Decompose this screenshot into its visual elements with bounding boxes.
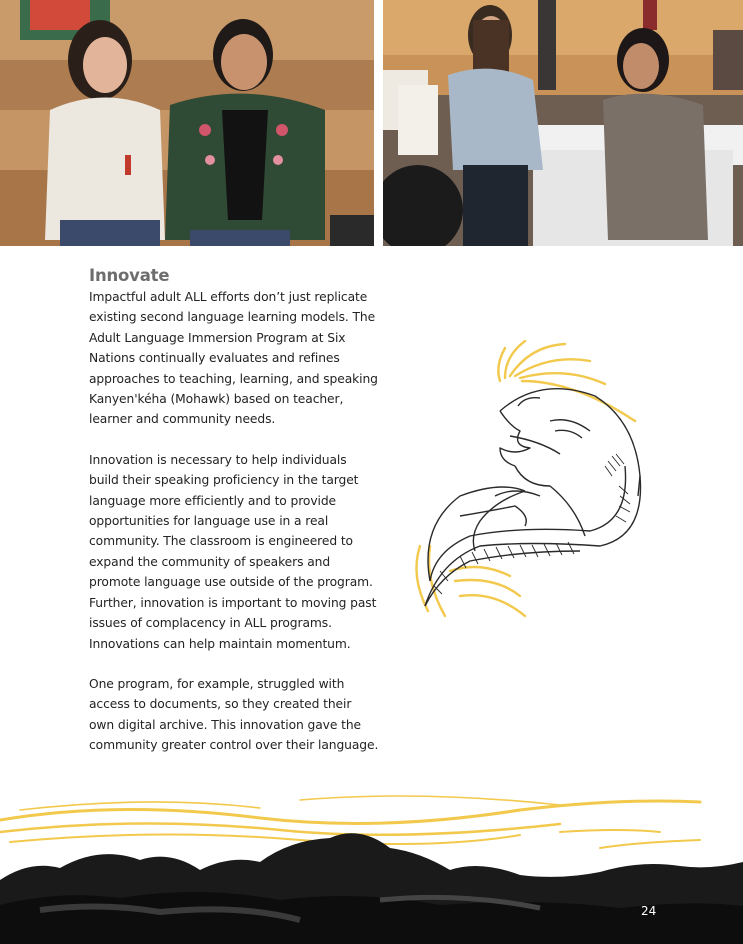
innovate-section bbox=[89, 266, 379, 776]
section-heading: Innovate bbox=[89, 266, 170, 285]
paragraph-3: One program, for example, struggled with access to documents, so they created their own digital archive. This innovation gave the community greater control over their language. bbox=[89, 676, 379, 753]
mountain-landscape-illustration bbox=[0, 780, 743, 944]
paragraph-1: Impactful adult ALL efforts don’t just replicate existing second language learning models. The Adult Language Immersion Program at Six Nations continually evaluates and refines approaches to teaching, learning, and speaking Kanyen'kéha (Mohawk) based on teacher, learner and community needs. bbox=[89, 290, 378, 427]
paragraph-2: Innovation is necessary to help individuals build their speaking proficiency in the target language more efficiently and to provide opportunities for language use in a real community. The classroom is engineered to expand the community of speakers and promote language use outside of the program. Further, innovation is important to moving past issues of complacency in ALL programs. Innovations can help maintain momentum. bbox=[89, 452, 377, 651]
mask-illustration bbox=[400, 336, 650, 626]
page-number: 24 bbox=[641, 904, 657, 918]
photo-two-women bbox=[0, 0, 374, 246]
photo-conference-conversation bbox=[383, 0, 743, 246]
